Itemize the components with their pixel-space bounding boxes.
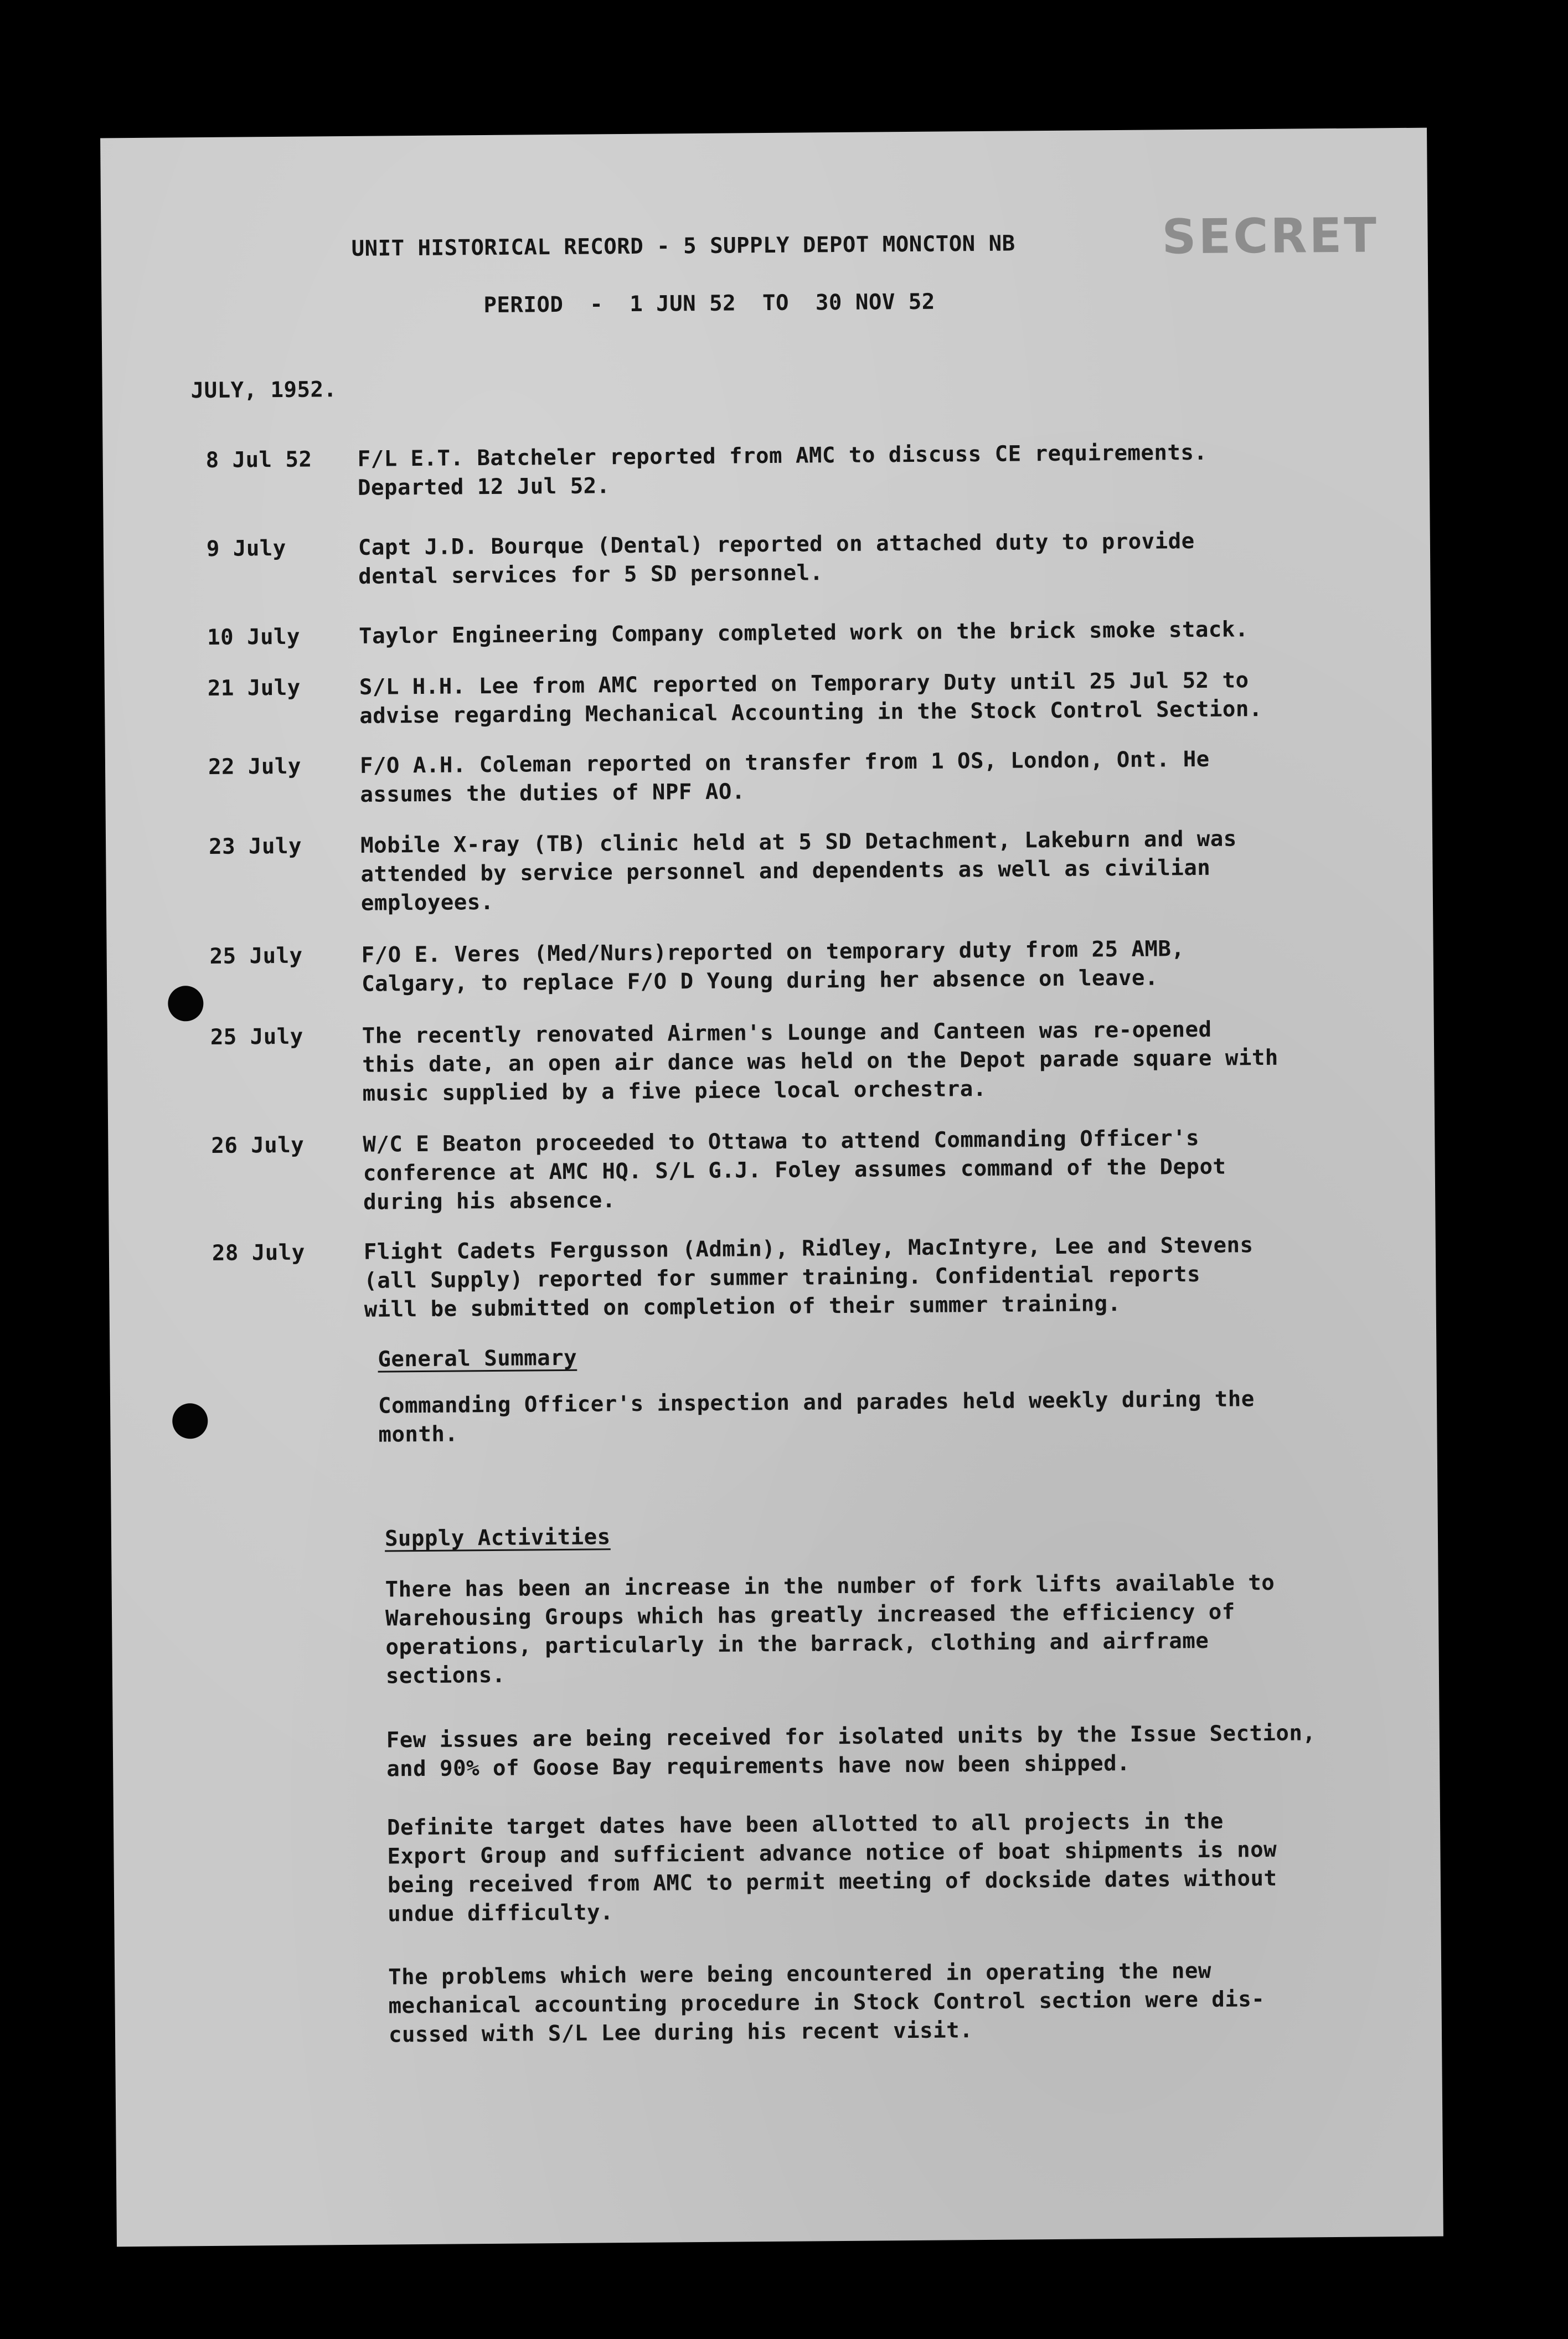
document-title: UNIT HISTORICAL RECORD - 5 SUPPLY DEPOT MONCTON NB (351, 231, 1015, 261)
entry-date: 21 July (207, 675, 301, 701)
entry-text: The recently renovated Airmen's Lounge and Canteen was re-opened this date, an open air dance was held on the Depot parade square with music supplied by a five piece local orchestra. (362, 1017, 1278, 1106)
log-entry (106, 823, 1432, 916)
entry-date: 26 July (211, 1132, 305, 1158)
entry-text: S/L H.H. Lee from AMC reported on Temporary Duty until 25 Jul 52 to advise regarding Mechanical Accounting in the Stock Control Section. (359, 668, 1263, 729)
punch-hole (168, 986, 204, 1022)
entry-text: Mobile X-ray (TB) clinic held at 5 SD Detachment, Lakeburn and was attended by service personnel and dependents as well as civilian employees. (360, 826, 1237, 916)
entry-text: Taylor Engineering Company completed work on the brick smoke stack. (358, 617, 1249, 649)
entry-text: F/O E. Veres (Med/Nurs)reported on temporary duty from 25 AMB, Calgary, to replace F/O D Young during her absence on leave. (361, 936, 1185, 997)
log-entry (107, 933, 1433, 997)
log-entry (108, 1122, 1435, 1215)
log-entry (107, 1014, 1434, 1106)
entry-date: 28 July (212, 1240, 305, 1266)
supply-paragraph: The problems which were being encountered in operating the new mechanical accounting procedure in Stock Control section were dis- cussed with S/L Lee during his recent visit. (388, 1958, 1265, 2048)
month-heading: JULY, 1952. (190, 377, 337, 404)
secret-stamp: SECRET (1162, 208, 1379, 265)
supply-paragraph: Definite target dates have been allotted to all projects in the Export Group and sufficient advance notice of boat shipments is now being received from AMC to permit meeting of dockside dates without undue difficulty. (386, 1809, 1277, 1927)
log-entry (105, 744, 1432, 807)
entry-text: Capt J.D. Bourque (Dental) reported on attached duty to provide dental services for 5 SD personnel. (358, 528, 1195, 589)
supply-paragraph: Few issues are being received for isolated units by the Issue Section, and 90% of Goose Bay requirements have now been shipped. (386, 1720, 1316, 1782)
general-summary-text: Commanding Officer's inspection and parades held weekly during the month. (378, 1387, 1255, 1447)
entry-date: 8 Jul 52 (205, 447, 312, 473)
log-entry (102, 437, 1429, 501)
supply-paragraph: There has been an increase in the number of fork lifts available to Warehousing Groups which has greatly increased the efficiency of operations, particularly in the barrack, clothing and airframe sections. (385, 1570, 1275, 1689)
punch-hole (172, 1403, 208, 1439)
document-page (100, 128, 1443, 2247)
entry-date: 25 July (209, 943, 303, 969)
log-entry (109, 1230, 1436, 1322)
entry-text: F/O A.H. Coleman reported on transfer from 1 OS, London, Ont. He assumes the duties of NPF AO. (359, 746, 1210, 807)
entry-text: Flight Cadets Fergusson (Admin), Ridley, MacIntyre, Lee and Stevens (all Supply) reported for summer training. Confidential reports will be submitted on completion of their summer training. (363, 1233, 1254, 1322)
entry-text: F/L E.T. Batcheler reported from AMC to discuss CE requirements. Departed 12 Jul 52. (357, 440, 1208, 501)
entry-date: 25 July (210, 1024, 303, 1050)
entry-text: W/C E Beaton proceeded to Ottawa to attend Commanding Officer's conference at AMC HQ. S/L G.J. Foley assumes command of the Depot during his absence. (363, 1125, 1226, 1215)
entry-date: 22 July (208, 754, 302, 780)
log-entry (104, 525, 1430, 589)
log-entry (105, 665, 1431, 729)
entry-date: 23 July (208, 833, 302, 859)
document-period: PERIOD - 1 JUN 52 TO 30 NOV 52 (483, 289, 935, 318)
entry-date: 10 July (207, 624, 301, 650)
general-summary-heading: General Summary (378, 1345, 577, 1372)
entry-date: 9 July (206, 535, 286, 561)
supply-activities-heading: Supply Activities (384, 1524, 611, 1552)
log-entry (104, 614, 1431, 650)
